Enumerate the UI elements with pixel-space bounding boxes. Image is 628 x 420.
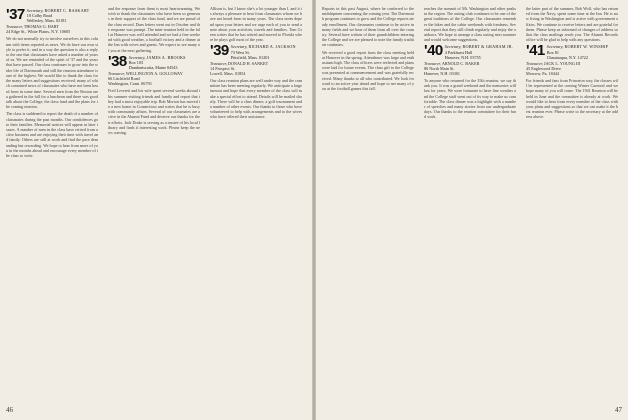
class-heading-41 bbox=[526, 44, 618, 59]
class-year: '41 bbox=[526, 42, 545, 60]
column bbox=[322, 6, 414, 398]
secretary-block: Secretary, RICHARD A. JACKSON 73 West St. Pittsfield, Mass. 01201 bbox=[230, 44, 296, 60]
class-heading-38 bbox=[108, 52, 200, 71]
secretary-block: Secretary, ROBERT W. WINSHIP Box 81 Chautauqua, N.Y. 14722 bbox=[546, 44, 609, 60]
left-page bbox=[0, 0, 312, 420]
class-notes-text: and the response from them is most heartwarming. We wish to thank the classmates who have been so generous in their support of the class fund, and we are proud of the class record. Dues letters went out in October and the response was prompt. The mini-reunion held in the fall at Hanover was well attended and we had a fine weekend with good weather, a football victory and a dinner at the Inn with wives and guests. We expect to see many of you at the next gathering. bbox=[108, 6, 200, 53]
class-notes-text: We do not normally try to involve ourselves in this column with items reported as news. We do have our own style to prefer it; and in a way the question is also a reply to the one that classmates have asked a number of years of us. We are reminded of the spirit of '37 and the years that have passed. Our class continues to grow into the wider life of Dartmouth and still the reunion attendance is one of the highest. We would like to thank the class for the many letters and suggestions received, many of which contained news of classmates who have not been heard from in some time. Several men from the Boston area gathered in the fall for a luncheon and there was good talk about the College, the class fund and the plans for the coming reunion. bbox=[6, 36, 98, 110]
column bbox=[210, 6, 302, 398]
treasurer-block: Treasurer, DONALD H. SANKET 14 Prospect St. Lowell, Mass. 01854 bbox=[210, 60, 269, 76]
class-year: '38 bbox=[108, 52, 127, 70]
class-heading-37 bbox=[6, 8, 98, 23]
secretary-block: Secretary, ROBERT & GRAHAM JR. 4 Parkhurst Hall Hanover, N.H. 03755 bbox=[444, 44, 514, 60]
class-notes-text: Fred Leverett and his wife spent several weeks abroad this summer visiting friends and family and report that they had a most enjoyable trip. Bob Morton has moved to a new home in Connecticut and writes that he is busy with community affairs. Several of our classmates are active in the Alumni Fund and deserve our thanks for their efforts. Jack Drake is serving as a trustee of his local library and finds it interesting work. Please keep the news coming. bbox=[108, 88, 200, 136]
class-notes-text: The class is saddened to report the death of a number of classmates during the past months. Our condolences go to their families. Memorial notices will appear in later issues. A number of men in the class have retired from active business and are enjoying their time with travel and family. Others are still at work and find the pace demanding but rewarding. We hope to hear from more of you in the months ahead and encourage every member of the class to write. bbox=[6, 111, 98, 158]
class-year: '39 bbox=[210, 42, 229, 60]
treasurer-block: Treasurer, WELLINGTON A. GOLLOWAY 66 Litchfield Road Washington, Conn. 06793 bbox=[108, 71, 183, 87]
class-notes-text: For friends and fans from Princeton way, the classes will be represented at the coming Winter Carnival and we hope many of you will come. The 1941 Reunion will be held in June and the committee is already at work. We would like to hear from every member of the class with your plans and suggestions so that we can make it the best reunion ever. Please write to the secretary at the address above. bbox=[526, 77, 618, 120]
column bbox=[6, 6, 98, 398]
class-notes-text: We received a good report from the class meeting held at Hanover in the spring. Attendance was large and enthusiasm high. The class officers were reelected and plans were laid for future events. The class gift to the College was presented at commencement and was gratefully received. Many thanks to all who contributed. We look forward to an active year ahead and hope to see many of you at the football games this fall. bbox=[322, 49, 414, 92]
column bbox=[108, 6, 200, 398]
treasurer-block: Treasurer, THOMAS G. HART 24 Edge St., White Plains, N.Y. 10605 bbox=[6, 24, 71, 35]
right-page bbox=[316, 0, 628, 420]
column bbox=[424, 6, 516, 398]
class-year: '40 bbox=[424, 42, 443, 60]
secretary-block: Secretary, JAMES A. BROOKS Box 103 Dambariscotta, Maine 04543 bbox=[128, 54, 186, 71]
class-notes-text: Allison is, but I know she's a lot younger than I, and it is always a pleasure to hear from classmates whom we have not heard from in many years. The class notes depend upon your letters and we urge each of you to send a note about your activities, travels and families. Tom Green writes that he has retired and moved to Florida where he plays golf most of the year. bbox=[210, 6, 302, 43]
treasurer-block: Treasurer, ARNOLD C. BAKER 80 North Main St. Hanover, N.H. 03301 bbox=[424, 60, 480, 76]
class-notes-text: reaches the summit of Mt. Washington and other peaks in the region. The outing club continues to be one of the great traditions of the College. Our classmates remember the hikes and the cabin weekends with fondness. Several report that they still climb regularly and enjoy the outdoors. We hope to arrange a class outing next summer and would welcome suggestions. bbox=[424, 6, 516, 43]
class-notes-text: Reports in this past August, where he conferred to the midshipmen concerning the coming year. The Dartmouth program continues to grow and the College reports steady enrollment. Our classmates continue to be active in many fields and we hear of them from all over the country. Several have written of their grandchildren entering the College and we are pleased to note the family tradition continues. bbox=[322, 6, 414, 48]
class-notes-text: the latter part of the summer, Bob Wolf, who has returned from the Navy, spent some time at the Inn. He is now living in Washington and is active with government affairs. We continue to receive letters and are grateful for them. Please keep us informed of changes of address so that the class mailings reach you. The Alumni Records office will be glad to help with any questions. bbox=[526, 6, 618, 43]
class-heading-39 bbox=[210, 44, 302, 59]
secretary-block: Secretary, ROBERT C. BASKART 10 Colby Road Wellesley, Mass. 02181 bbox=[26, 8, 90, 24]
class-heading-40 bbox=[424, 44, 516, 59]
page-number: 46 bbox=[6, 406, 13, 414]
class-notes-text: To anyone who returned for the 35th reunion, we say thank you. It was a grand weekend and the memories will last for years. We were fortunate to have fine weather and the College staff went out of its way to make us comfortable. The class dinner was a highlight with a number of speeches and many stories from our undergraduate days. Our thanks to the reunion committee for their hard work. bbox=[424, 77, 516, 120]
column bbox=[526, 6, 618, 398]
class-notes-text: Our class reunion plans are well under way and the committee has been meeting regularly. We anticipate a large turnout and hope that every member of the class will make a special effort to attend. Details will be mailed shortly. There will be a class dinner, a golf tournament and a number of other events. Our thanks to those who have volunteered to help with arrangements and to the wives who have offered their assistance. bbox=[210, 77, 302, 120]
class-year: '37 bbox=[6, 6, 25, 23]
treasurer-block: Treasurer, JACK L. YOUNG III 45 Englewood Drive Moscow, Pa. 18444 bbox=[526, 60, 581, 76]
page-number: 47 bbox=[615, 406, 622, 414]
